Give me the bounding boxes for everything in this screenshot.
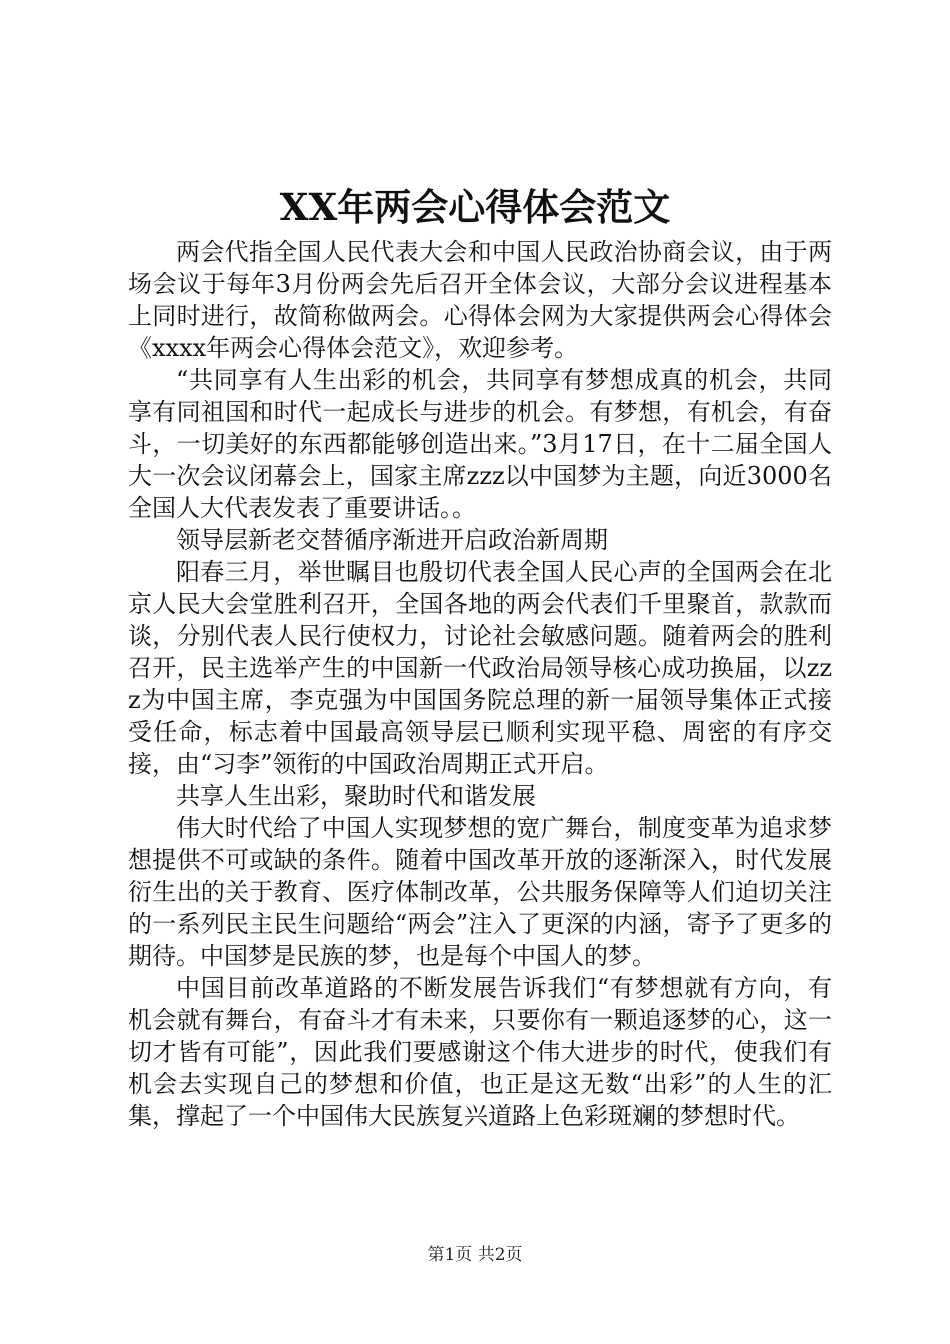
paragraph-leadership: 阳春三月，举世瞩目也殷切代表全国人民心声的全国两会在北京人民大会堂胜利召开，全国各地的两会代表们千里聚首，款款而谈，分别代表人民行使权力，讨论社会敏感问题。随着两会的胜利召开，民主选举产生的中国新一代政治局领导核心成功换届，以zzz为中国主席，李克强为中国国务院总理的新一届领导集体正式接受任命，标志着中国最高领导层已顺利实现平稳、周密的有序交接，由“习李”领衔的中国政治周期正式开启。 bbox=[128, 558, 832, 778]
section-heading-leadership: 领导层新老交替循序渐进开启政治新周期 bbox=[176, 526, 608, 554]
page-number-footer: 第1页 共2页 bbox=[427, 1245, 523, 1265]
paragraph-intro: 两会代指全国人民代表大会和中国人民政治协商会议，由于两场会议于每年3月份两会先后召开全体会议，大部分会议进程基本上同时进行，故简称做两会。心得体会网为大家提供两会心得体会《xxxx年两会心得体会范文》，欢迎参考。 bbox=[128, 238, 832, 362]
document-body bbox=[128, 236, 832, 1132]
document-title: XX年两会心得体会范文 bbox=[279, 185, 671, 229]
section-heading-shared-life: 共享人生出彩，聚助时代和谐发展 bbox=[176, 782, 536, 810]
paragraph-reform-path: 中国目前改革道路的不断发展告诉我们“有梦想就有方向，有机会就有舞台，有奋斗才有未来，只要你有一颗追逐梦的心，这一切才皆有可能”，因此我们要感谢这个伟大进步的时代，使我们有机会去实现自己的梦想和价值，也正是这无数“出彩”的人生的汇集，撑起了一个中国伟大民族复兴道路上色彩斑斓的梦想时代。 bbox=[128, 974, 832, 1130]
paragraph-quote: “共同享有人生出彩的机会，共同享有梦想成真的机会，共同享有同祖国和时代一起成长与进步的机会。有梦想，有机会，有奋斗，一切美好的东西都能够创造出来。”3月17日，在十二届全国人大一次会议闭幕会上，国家主席zzz以中国梦为主题，向近3000名全国人大代表发表了重要讲话。。 bbox=[128, 366, 832, 522]
paragraph-great-era: 伟大时代给了中国人实现梦想的宽广舞台，制度变革为追求梦想提供不可或缺的条件。随着中国改革开放的逐渐深入，时代发展衍生出的关于教育、医疗体制改革，公共服务保障等人们迫切关注的一系列民主民生问题给“两会”注入了更深的内涵，寄予了更多的期待。中国梦是民族的梦，也是每个中国人的梦。 bbox=[128, 814, 832, 970]
